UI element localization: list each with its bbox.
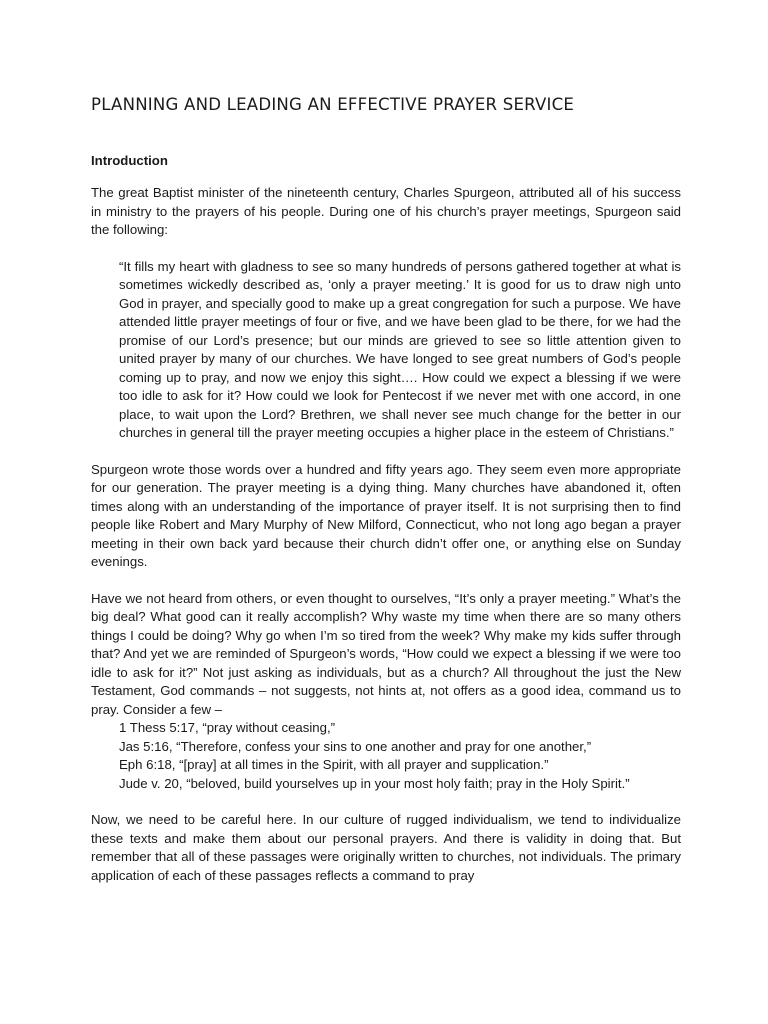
scripture-ref-jude: Jude v. 20, “beloved, build yourselves up in your most holy faith; pray in the Holy Spirit.” bbox=[119, 775, 630, 791]
spurgeon-quote: “It fills my heart with gladness to see so many hundreds of persons gathered together at what is sometimes wickedly described as, ‘only a prayer meeting.’ It is good for us to draw nigh unto God in prayer, and specially good to make up a great congregation for such a purpose. We have attended little prayer meetings of four or five, and we have been glad to be there, for we had the promise of our Lord’s presence; but our minds are grieved to see so little attention given to united prayer by many of our churches. We have longed to see great numbers of God’s people coming up to pray, and now we enjoy this sight…. How could we expect a blessing if we were too idle to ask for it? How could we look for Pentecost if we never met with one accord, in one place, to wait upon the Lord? Brethren, we shall never see much change for the better in our churches in general till the prayer meeting occupies a higher place in the esteem of Christians.” bbox=[119, 258, 681, 440]
scripture-list bbox=[119, 719, 681, 793]
section-heading-introduction: Introduction bbox=[91, 153, 168, 168]
paragraph-4: Now, we need to be careful here. In our culture of rugged individualism, we tend to individualize these texts and make them about our personal prayers. And there is validity in doing that. But remember that all of these passages were originally written to churches, not individuals. The primary application of each of these passages reflects a command to pray bbox=[91, 812, 681, 883]
document-title: PLANNING AND LEADING AN EFFECTIVE PRAYER SERVICE bbox=[91, 95, 575, 114]
paragraph-2: Spurgeon wrote those words over a hundred and fifty years ago. They seem even more appropriate for our generation. The prayer meeting is a dying thing. Many churches have abandoned it, often times along with an understanding of the importance of prayer itself. It is not surprising then to find people like Robert and Mary Murphy of New Milford, Connecticut, who not long ago began a prayer meeting in their own back yard because their church didn’t offer one, or anything else on Sunday evenings. bbox=[91, 461, 681, 569]
paragraph-3: Have we not heard from others, or even thought to ourselves, “It’s only a prayer meeting.” What’s the big deal? What good can it really accomplish? Why waste my time when there are so many others things I could be doing? Why go when I’m so tired from the week? Why make my kids suffer through that? And yet we are reminded of Spurgeon’s words, “How could we expect a blessing if we were too idle to ask for it?” Not just asking as individuals, but as a church? All throughout the just the New Testament, God commands – not suggests, not hints at, not offers as a good idea, command us to pray. Consider a few – bbox=[91, 590, 681, 717]
scripture-ref-1-thess: 1 Thess 5:17, “pray without ceasing,” bbox=[119, 720, 335, 735]
document-page bbox=[91, 92, 681, 903]
paragraph-1: The great Baptist minister of the nineteenth century, Charles Spurgeon, attributed all of his success in ministry to the prayers of his people. During one of his church’s prayer meetings, Spurgeon said the following: bbox=[91, 185, 681, 237]
scripture-ref-eph: Eph 6:18, “[pray] at all times in the Spirit, with all prayer and supplication.” bbox=[119, 757, 549, 772]
scripture-ref-jas: Jas 5:16, “Therefore, confess your sins to one another and pray for one another,” bbox=[119, 738, 592, 754]
